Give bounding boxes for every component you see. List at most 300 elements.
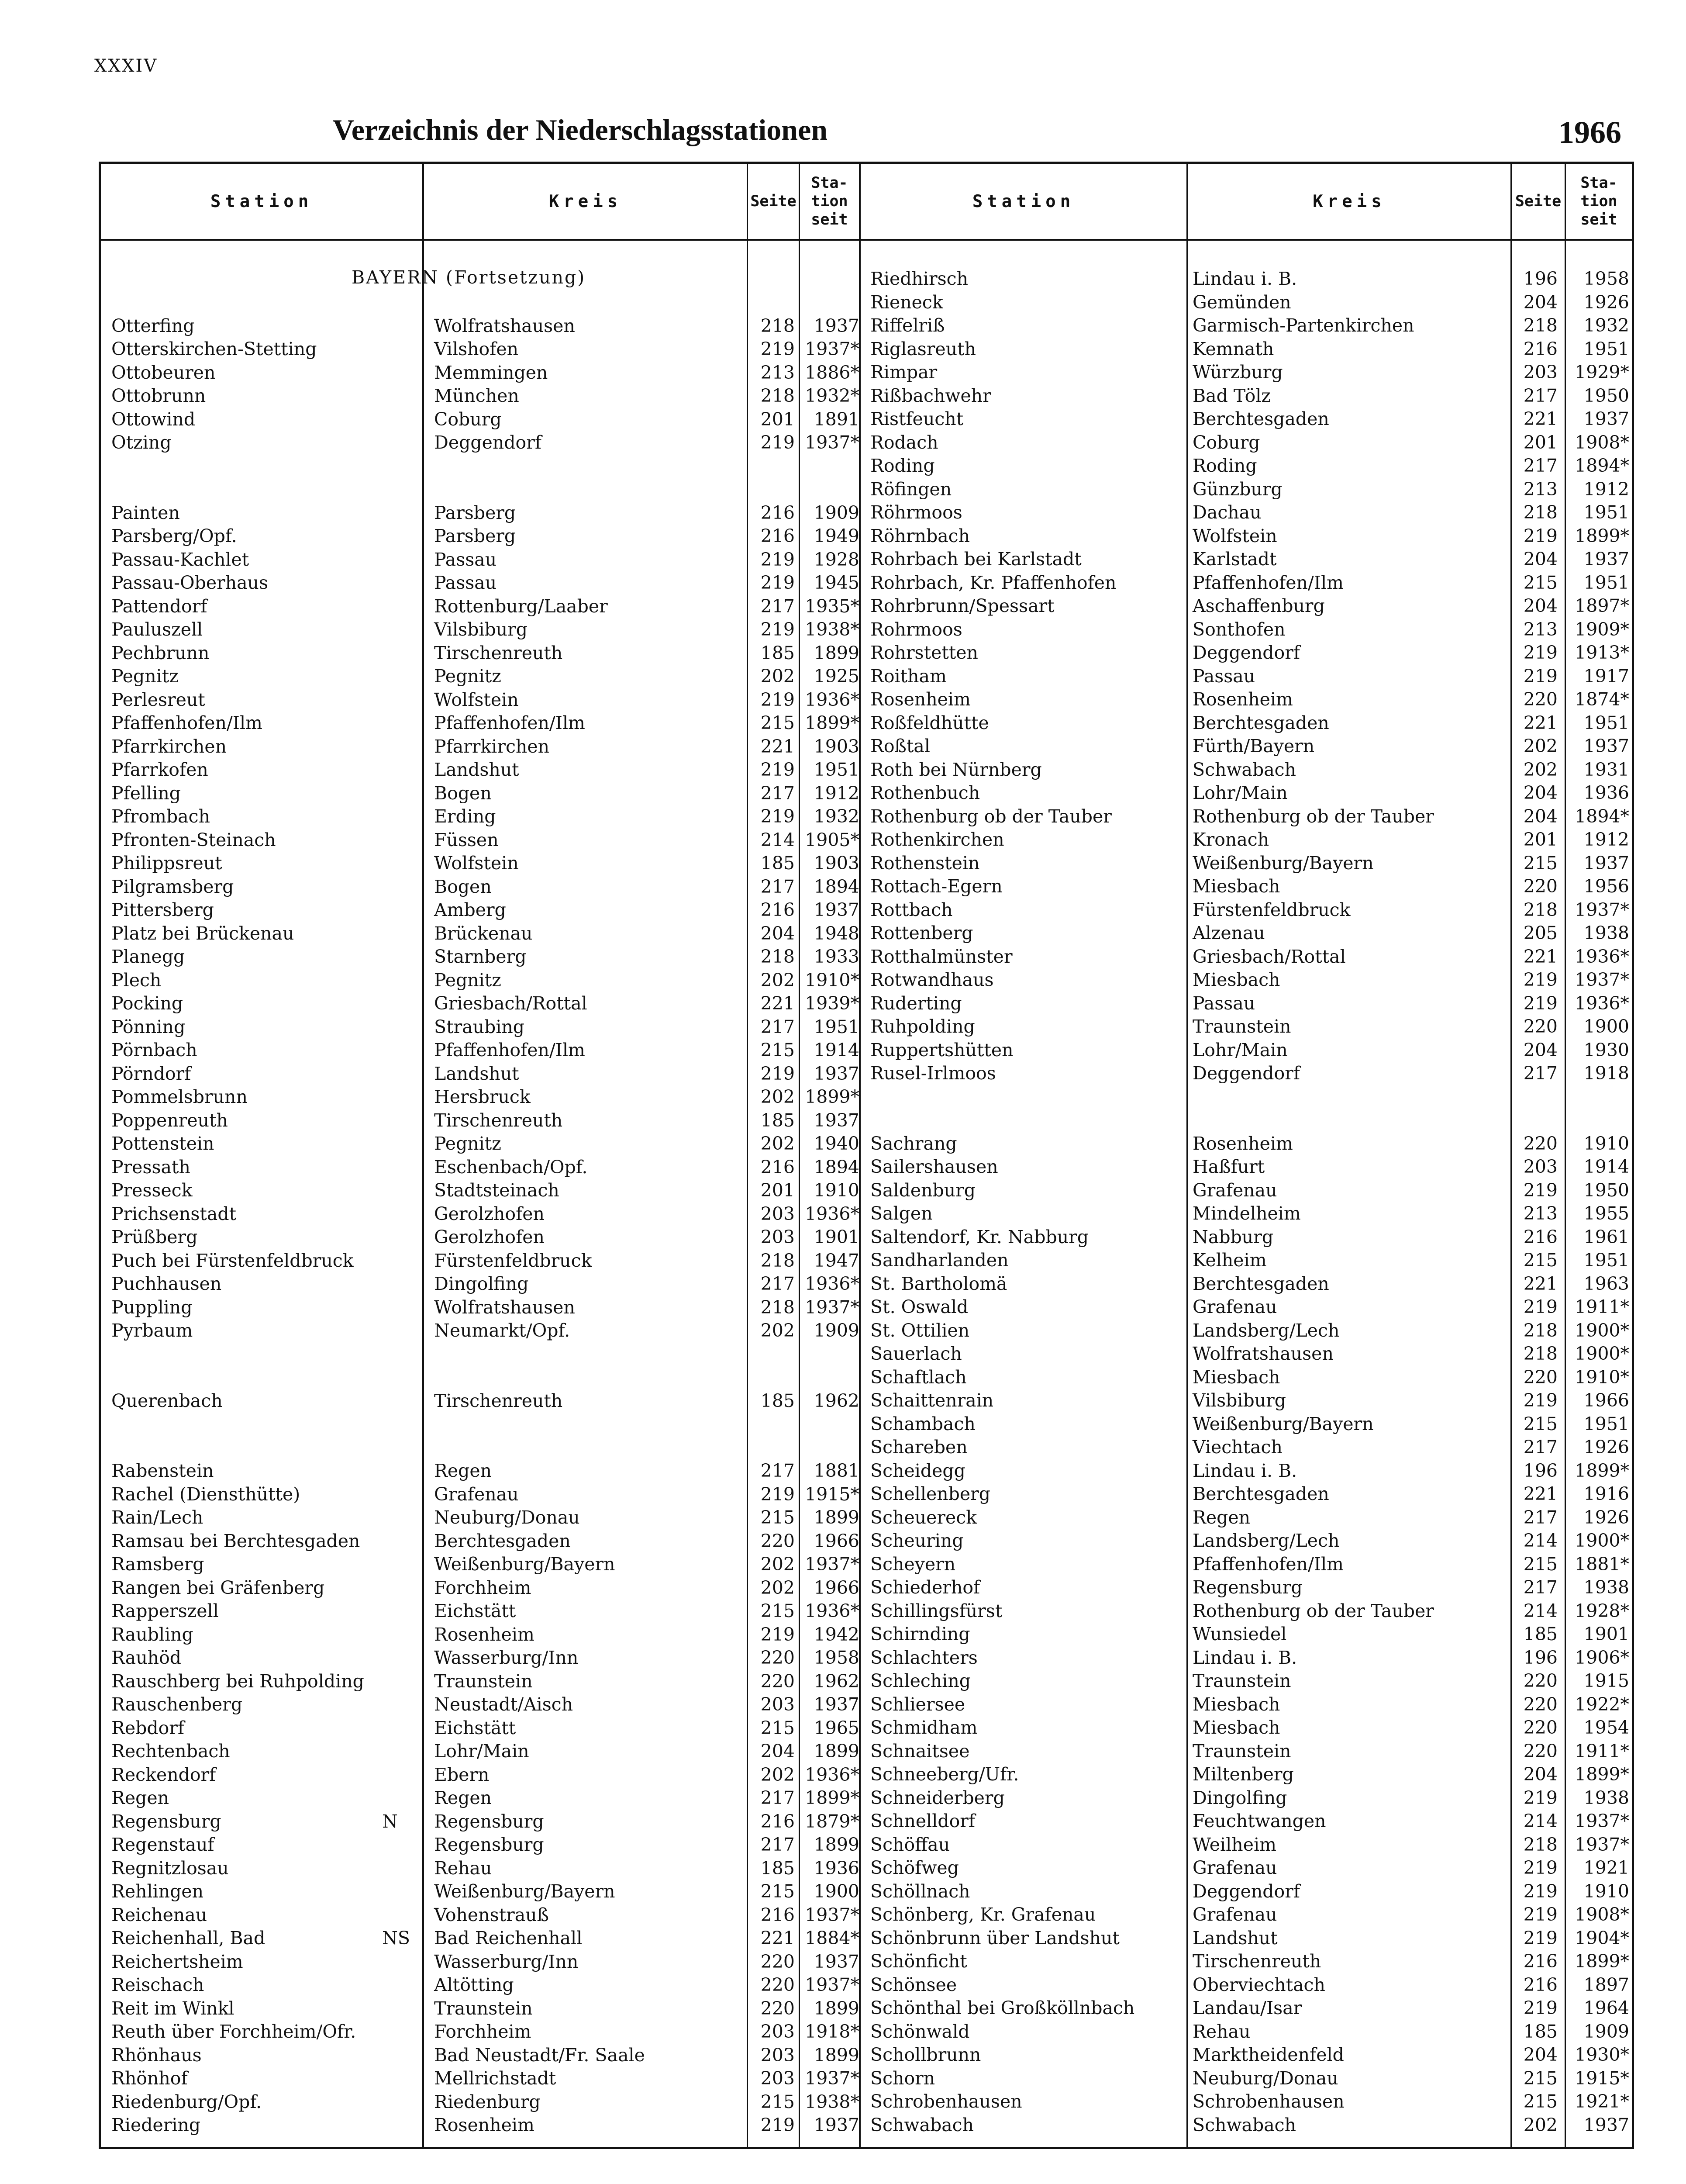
seit-value: 1900: [814, 1881, 859, 1902]
station-row: [870, 2067, 1630, 2090]
station-row: [111, 361, 859, 384]
kreis-name: Grafenau: [1193, 1857, 1277, 1878]
seit-value: 1933: [814, 946, 859, 967]
page-title: Verzeichnis der Niederschlagsstationen: [332, 113, 828, 146]
section-heading: BAYERN (Fortsetzung): [352, 267, 586, 288]
station-name: Schneiderberg: [870, 1787, 1005, 1808]
station-name: Roßtal: [870, 736, 930, 757]
station-name: Ramsberg: [111, 1554, 204, 1575]
seit-value: 1884*: [805, 1928, 859, 1949]
seite-value: 185: [760, 642, 795, 663]
seit-value: 1929*: [1575, 362, 1629, 383]
seit-value: 1951: [814, 1016, 859, 1037]
station-row: [870, 1599, 1630, 1623]
seite-value: 218: [760, 1250, 795, 1271]
station-name: Raubling: [111, 1624, 193, 1645]
seit-value: 1899*: [1575, 1460, 1629, 1481]
seit-value: 1910*: [1575, 1366, 1629, 1388]
station-name: Presseck: [111, 1180, 193, 1201]
seit-value: 1915: [1583, 1670, 1629, 1691]
station-row: [111, 664, 859, 688]
station-row: [870, 2020, 1630, 2043]
seit-value: 1937: [814, 1694, 859, 1715]
station-row: [870, 1435, 1630, 1459]
station-name: Rotwandhaus: [870, 969, 994, 990]
seit-value: 1914: [1583, 1156, 1629, 1177]
seit-value: 1899*: [805, 1086, 859, 1107]
seit-value: 1930: [1583, 1039, 1629, 1061]
seite-value: 216: [1523, 1974, 1558, 1995]
station-name: Sandharlanden: [870, 1250, 1009, 1271]
seit-value: 1936*: [805, 1600, 859, 1621]
seit-value: 1926: [1583, 1437, 1629, 1458]
seit-value: 1909: [814, 1320, 859, 1341]
station-name: Sachrang: [870, 1133, 957, 1154]
seite-value: 204: [1523, 2044, 1558, 2065]
station-name: Roth bei Nürnberg: [870, 759, 1042, 780]
kreis-name: Griesbach/Rottal: [1193, 946, 1346, 967]
seit-value: 1928: [814, 549, 859, 570]
station-row: [111, 454, 854, 478]
kreis-name: Stadtsteinach: [434, 1180, 559, 1201]
seit-value: 1932: [1583, 315, 1629, 336]
seite-value: 202: [760, 1577, 795, 1598]
header-seite-text: Seite: [1515, 193, 1562, 210]
station-name: St. Ottilien: [870, 1320, 970, 1341]
seit-value: 1910: [814, 1180, 859, 1201]
seite-value: 203: [1523, 362, 1558, 383]
kreis-name: Weißenburg/Bayern: [434, 1554, 615, 1575]
station-name: Roitham: [870, 665, 947, 687]
kreis-name: Forchheim: [434, 1577, 531, 1598]
kreis-name: Coburg: [1193, 432, 1260, 453]
station-name: Rebdorf: [111, 1717, 185, 1738]
station-row: [111, 1810, 859, 1833]
seite-value: 215: [1523, 1413, 1558, 1434]
station-row: [870, 1833, 1630, 1856]
seite-value: 204: [1523, 1039, 1558, 1061]
kreis-name: Regensburg: [434, 1834, 544, 1855]
seit-value: 1899: [814, 1507, 859, 1528]
seit-value: 1939*: [805, 993, 859, 1014]
kreis-name: Griesbach/Rottal: [434, 993, 587, 1014]
kreis-name: Dingolfing: [434, 1273, 529, 1294]
seite-value: 204: [1523, 549, 1558, 570]
station-row: [111, 1786, 859, 1810]
seit-value: 1906*: [1575, 1647, 1629, 1668]
seite-value: 219: [760, 572, 795, 593]
kreis-name: Pegnitz: [434, 666, 501, 687]
station-name: Rhönhof: [111, 2068, 188, 2089]
seit-value: 1921: [1583, 1857, 1629, 1878]
station-row: [870, 1576, 1630, 1599]
station-name: Ristfeucht: [870, 408, 964, 429]
kreis-name: Vohenstrauß: [434, 1904, 549, 1925]
station-row: [870, 477, 1630, 501]
station-table: [99, 162, 1634, 2149]
station-row: [111, 1015, 859, 1039]
station-row: [111, 1926, 859, 1950]
kreis-name: Miesbach: [1193, 1717, 1280, 1738]
seit-value: 1915*: [805, 1483, 859, 1505]
seite-value: 185: [1523, 1624, 1558, 1645]
seite-value: 220: [760, 1997, 795, 2019]
kreis-name: Passau: [434, 549, 497, 570]
station-row: [870, 290, 1630, 314]
station-name: Reuth über Forchheim/Ofr.: [111, 2021, 356, 2042]
seite-value: 219: [760, 689, 795, 710]
station-row: [111, 408, 859, 431]
station-row: [111, 1062, 859, 1085]
station-name: Schöllnach: [870, 1880, 970, 1902]
seite-value: 217: [1523, 1507, 1558, 1528]
kreis-name: Miesbach: [1193, 1693, 1280, 1715]
seit-value: 1947: [814, 1250, 859, 1271]
station-row: [870, 1038, 1630, 1062]
station-row: [111, 1155, 859, 1179]
kreis-name: Grafenau: [1193, 1179, 1277, 1201]
kreis-name: Grafenau: [1193, 1296, 1277, 1317]
kreis-name: Wolfstein: [434, 853, 519, 874]
seite-value: 216: [760, 502, 795, 523]
station-row: [111, 1623, 859, 1646]
seite-value: 220: [760, 1974, 795, 1995]
station-name: Pressath: [111, 1156, 190, 1178]
seit-value: 1937: [814, 315, 859, 336]
station-name: Schönsee: [870, 1974, 957, 1995]
seite-value: 202: [1523, 759, 1558, 780]
station-name: Ramsau bei Berchtesgaden: [111, 1530, 360, 1552]
seite-value: 219: [1523, 1787, 1558, 1808]
seit-value: 1937*: [805, 1296, 859, 1318]
station-row: [870, 360, 1630, 384]
seite-value: 185: [760, 1109, 795, 1131]
station-name: Regenstauf: [111, 1834, 214, 1855]
kreis-name: Straubing: [434, 1016, 525, 1037]
seite-value: 219: [760, 806, 795, 827]
kreis-name: Füssen: [434, 829, 499, 850]
station-name: Prüßberg: [111, 1227, 198, 1248]
header-seite-right: [1512, 164, 1565, 239]
kreis-name: Coburg: [434, 408, 502, 430]
station-row: [870, 711, 1630, 735]
kreis-name: Tirschenreuth: [434, 642, 563, 663]
station-row: [111, 1225, 859, 1249]
seit-value: 1938: [1583, 1787, 1629, 1808]
kreis-name: Miesbach: [1193, 969, 1280, 990]
station-name: Scheuereck: [870, 1507, 977, 1528]
station-row: [870, 1809, 1630, 1833]
kreis-name: Bad Neustadt/Fr. Saale: [434, 2044, 645, 2066]
seite-value: 185: [760, 853, 795, 874]
seite-value: 219: [1523, 1997, 1558, 2018]
kreis-name: Wolfratshausen: [434, 315, 575, 336]
station-name: Otterfing: [111, 315, 195, 336]
station-row: [870, 851, 1630, 875]
station-row: [111, 1482, 859, 1506]
seit-value: 1909: [814, 502, 859, 523]
station-row: [870, 1459, 1630, 1482]
station-name: Rißbachwehr: [870, 385, 991, 406]
station-row: [111, 1296, 859, 1319]
kreis-name: Miltenberg: [1193, 1764, 1294, 1785]
station-name: Rauschenberg: [111, 1694, 243, 1715]
station-row: [111, 1529, 859, 1553]
station-name: Rothenbuch: [870, 782, 980, 803]
station-name: Rehlingen: [111, 1881, 204, 1902]
kreis-name: Kemnath: [1193, 338, 1274, 359]
seite-value: 217: [1523, 1063, 1558, 1084]
station-row: [111, 1599, 859, 1623]
seite-value: 219: [1523, 1880, 1558, 1902]
seit-value: 1937: [814, 1951, 859, 1972]
kreis-name: Hersbruck: [434, 1086, 531, 1107]
station-name: Reckendorf: [111, 1764, 216, 1785]
station-row: [111, 1319, 859, 1342]
seite-value: 217: [1523, 455, 1558, 476]
seite-value: 220: [1523, 1717, 1558, 1738]
seit-value: 1909: [1583, 2021, 1629, 2042]
seite-value: 213: [1523, 619, 1558, 640]
seite-value: 220: [1523, 689, 1558, 710]
kreis-name: Pfaffenhofen/Ilm: [434, 1040, 585, 1061]
station-name: Schwabach: [870, 2114, 974, 2136]
station-name: Rohrbach bei Karlstadt: [870, 549, 1082, 570]
kreis-name: Vilshofen: [434, 339, 519, 359]
station-row: [870, 874, 1630, 898]
page-number: XXXIV: [94, 56, 158, 76]
seit-value: 1899*: [1575, 525, 1629, 546]
seit-value: 1936: [814, 1857, 859, 1879]
seit-value: 1881*: [1575, 1553, 1629, 1575]
seit-value: 1897: [1583, 1974, 1629, 1995]
station-name: Röhrmoos: [870, 502, 962, 523]
seite-value: 219: [1523, 1857, 1558, 1878]
seite-value: 221: [760, 736, 795, 757]
station-row: [111, 1973, 859, 1997]
seite-value: 219: [760, 759, 795, 780]
station-row: [870, 1856, 1630, 1880]
station-name: Rottenberg: [870, 923, 973, 943]
seit-value: 1951: [1583, 1413, 1629, 1434]
seite-value: 218: [1523, 1343, 1558, 1364]
seite-value: 203: [1523, 1156, 1558, 1177]
seit-value: 1891: [814, 408, 859, 430]
station-name: Schliersee: [870, 1693, 965, 1715]
seit-value: 1937*: [1575, 1811, 1629, 1832]
kreis-name: Feuchtwangen: [1193, 1811, 1326, 1832]
station-name: Schorn: [870, 2067, 935, 2089]
seite-value: 219: [1523, 1296, 1558, 1317]
station-row: [111, 922, 859, 945]
seit-value: 1932: [814, 806, 859, 827]
station-row: [870, 1412, 1630, 1436]
seit-value: 1881: [814, 1460, 859, 1481]
header-seit-line: seit: [811, 211, 848, 228]
seit-value: 1926: [1583, 291, 1629, 313]
station-name: Pilgramsberg: [111, 876, 234, 897]
kreis-name: Deggendorf: [1193, 642, 1300, 663]
station-row: [111, 1880, 859, 1903]
seit-value: 1942: [814, 1624, 859, 1645]
kreis-name: Dachau: [1193, 502, 1262, 523]
seit-value: 1962: [814, 1390, 859, 1411]
seite-value: 219: [1523, 665, 1558, 687]
seit-value: 1899: [814, 1741, 859, 1762]
seite-value: 202: [760, 1554, 795, 1575]
station-row: [870, 1015, 1630, 1038]
seit-value: 1949: [814, 525, 859, 546]
kreis-name: Neuburg/Donau: [434, 1507, 580, 1528]
header-kreis-right: Kreis: [1313, 191, 1386, 211]
station-row: [111, 1552, 859, 1576]
kreis-name: Altötting: [434, 1974, 514, 1995]
kreis-name: Passau: [1193, 665, 1255, 687]
kreis-name: Weißenburg/Bayern: [434, 1881, 615, 1902]
seit-value: 1918: [1583, 1063, 1629, 1084]
seit-value: 1900*: [1575, 1530, 1629, 1551]
seite-value: 221: [760, 1928, 795, 1949]
seit-value: 1908*: [1575, 432, 1629, 453]
kreis-name: Rosenheim: [434, 1624, 534, 1645]
kreis-name: Mindelheim: [1193, 1203, 1301, 1224]
kreis-name: Regen: [434, 1460, 492, 1481]
seit-value: 1900*: [1575, 1343, 1629, 1364]
seite-value: 218: [1523, 1320, 1558, 1341]
kreis-name: Viechtach: [1193, 1437, 1283, 1458]
station-name: Regnitzlosau: [111, 1857, 229, 1879]
seite-value: 216: [1523, 1951, 1558, 1972]
header-divider: [101, 239, 1632, 241]
seit-value: 1900: [1583, 1016, 1629, 1037]
seit-value: 1899*: [1575, 1764, 1629, 1785]
station-name: Reischach: [111, 1974, 204, 1995]
kreis-name: Landshut: [1193, 1927, 1278, 1949]
station-name: Rapperszell: [111, 1600, 219, 1621]
seit-value: 1894: [814, 876, 859, 897]
station-name: Schönficht: [870, 1951, 967, 1972]
seit-value: 1937: [814, 1109, 859, 1131]
station-row: [111, 641, 859, 665]
seite-value: 220: [1523, 876, 1558, 897]
seite-value: 221: [1523, 946, 1558, 967]
station-row: [111, 875, 859, 898]
station-row: [111, 2090, 859, 2114]
kreis-name: Schrobenhausen: [1193, 2091, 1345, 2112]
kreis-name: Garmisch-Partenkirchen: [1193, 315, 1414, 336]
seite-value: 215: [1523, 572, 1558, 593]
station-name: Scheuring: [870, 1530, 964, 1551]
seite-value: 216: [760, 1811, 795, 1832]
kreis-name: Deggendorf: [1193, 1880, 1300, 1902]
kreis-name: Kronach: [1193, 829, 1269, 850]
kreis-name: Bogen: [434, 782, 492, 804]
seit-value: 1936*: [805, 1203, 859, 1224]
header-station-left: Station: [210, 191, 313, 211]
seit-value: 1879*: [805, 1811, 859, 1832]
kreis-name: Neumarkt/Opf.: [434, 1320, 570, 1341]
seite-value: 204: [1523, 1764, 1558, 1785]
station-name: Rottach-Egern: [870, 876, 1003, 897]
station-row: [111, 1763, 859, 1787]
kreis-name: Wolfratshausen: [1193, 1343, 1334, 1364]
kreis-name: Parsberg: [434, 525, 516, 546]
seite-value: 217: [760, 1834, 795, 1855]
seit-value: 1936*: [1575, 946, 1629, 967]
seite-value: 203: [760, 1694, 795, 1715]
station-row: [111, 1038, 859, 1062]
station-name: Ottobeuren: [111, 362, 216, 383]
kreis-name: Alzenau: [1193, 923, 1265, 943]
kreis-name: Deggendorf: [1193, 1063, 1300, 1084]
kreis-name: Rottenburg/Laaber: [434, 595, 608, 617]
seite-value: 219: [1523, 525, 1558, 546]
station-row: [870, 2113, 1630, 2137]
station-row: [870, 314, 1630, 337]
kreis-name: Bogen: [434, 876, 492, 897]
station-row: [111, 758, 859, 781]
seite-value: 216: [760, 1156, 795, 1178]
kreis-name: Weißenburg/Bayern: [1193, 1413, 1374, 1434]
station-row: [111, 1342, 854, 1366]
station-name: Saltendorf, Kr. Nabburg: [870, 1226, 1089, 1248]
seit-value: 1958: [814, 1647, 859, 1668]
station-row: [870, 992, 1630, 1015]
seite-value: 217: [760, 1016, 795, 1037]
kreis-name: Dingolfing: [1193, 1787, 1287, 1808]
seit-value: 1955: [1583, 1203, 1629, 1224]
station-name: Schareben: [870, 1437, 968, 1458]
kreis-name: Fürstenfeldbruck: [1193, 899, 1351, 920]
seite-value: 220: [1523, 1016, 1558, 1037]
seit-value: 1918*: [805, 2021, 859, 2042]
seit-value: 1966: [814, 1530, 859, 1552]
station-row: [870, 921, 1630, 945]
station-row: [111, 828, 859, 852]
kreis-name: Wunsiedel: [1193, 1624, 1287, 1645]
seit-value: 1937: [814, 1063, 859, 1084]
station-name: Prichsenstadt: [111, 1203, 237, 1224]
seit-value: 1936*: [805, 1764, 859, 1785]
seit-value: 1958: [1583, 268, 1629, 289]
kreis-name: Karlstadt: [1193, 549, 1277, 570]
seite-value: 218: [760, 385, 795, 406]
seite-value: 216: [760, 899, 795, 920]
seit-value: 1938: [1583, 923, 1629, 943]
seite-value: 216: [760, 1904, 795, 1925]
seite-value: 219: [760, 2115, 795, 2136]
seite-value: 220: [1523, 1670, 1558, 1691]
seite-value: 215: [760, 1881, 795, 1902]
seit-value: 1909*: [1575, 619, 1629, 640]
station-row: [870, 1248, 1630, 1272]
seite-value: 219: [760, 1063, 795, 1084]
station-row: [870, 1482, 1630, 1506]
station-row: [870, 1202, 1630, 1225]
station-row: [870, 1996, 1630, 2020]
station-row: [870, 1506, 1630, 1529]
station-name: Pfaffenhofen/Ilm: [111, 712, 262, 733]
station-row: [870, 781, 1630, 805]
kreis-name: Traunstein: [1193, 1016, 1291, 1037]
seit-value: 1938*: [805, 2091, 859, 2112]
station-name: Riedhirsch: [870, 268, 969, 289]
station-row: [870, 1529, 1630, 1552]
station-name: Riedering: [111, 2115, 201, 2136]
station-name: Pörndorf: [111, 1063, 191, 1084]
station-name: Ruppertshütten: [870, 1039, 1014, 1061]
kreis-name: Landshut: [434, 1063, 519, 1084]
